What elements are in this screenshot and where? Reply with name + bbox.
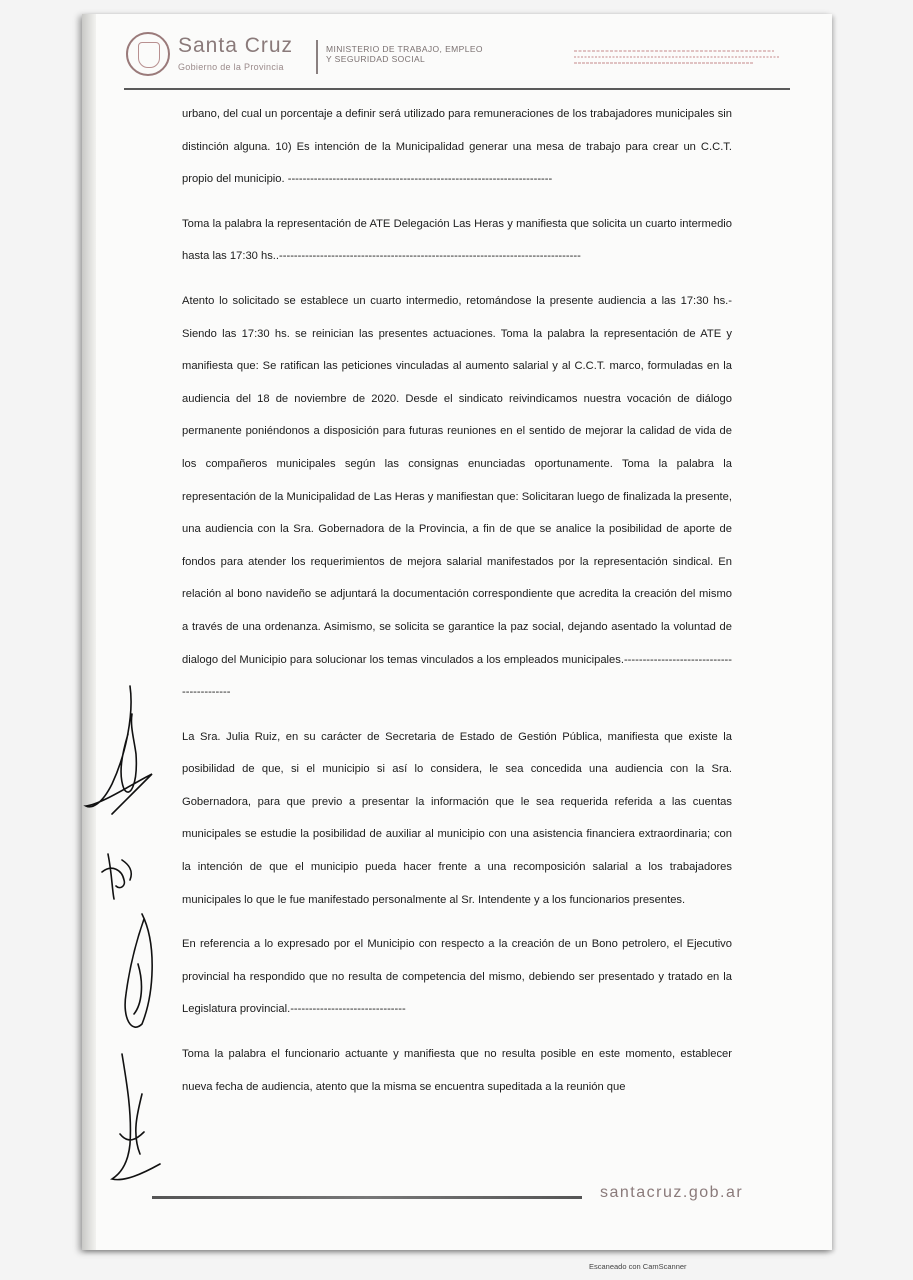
paragraph-4: La Sra. Julia Ruiz, en su carácter de Secretaria de Estado de Gestión Pública, manifiesta que existe la posibilidad de que, si el municipio si así lo considera, le sea concedida una audiencia con la Sra. Gobernadora, para que previo a presentar la información que le sea requerida referida a las cuentas municipales se estudie la posibilidad de auxiliar al municipio con una asistencia financiera extraordinaria; con la intención de que el municipio pueda hacer frente a una recomposición salarial a los trabajadores municipales lo que le fue manifestado personalmente al Sr. Intendente y a los funcionarios presentes. — [182, 730, 732, 906]
footer-rule — [152, 1196, 582, 1199]
ministry-line-1: MINISTERIO DE TRABAJO, EMPLEO — [326, 44, 483, 54]
ministry-line-2: Y SEGURIDAD SOCIAL — [326, 54, 426, 64]
paragraph-5: En referencia a lo expresado por el Municipio con respecto a la creación de un Bono petrolero, el Ejecutivo provincial ha respondido que no resulta de competencia del mismo, debiendo ser presentado y tratado en la Legislatura provincial.------------------------------- — [182, 938, 732, 1016]
header-divider — [316, 40, 318, 74]
header-rule — [124, 88, 790, 90]
margin-signatures — [82, 14, 192, 1250]
signature-1 — [86, 686, 152, 814]
signature-3 — [125, 914, 152, 1027]
paragraph-6: Toma la palabra el funcionario actuante y manifiesta que no resulta posible en este momento, establecer nueva fecha de audiencia, atento que la misma se encuentra supeditada a la reunión que — [182, 1048, 732, 1093]
paragraph-2: Toma la palabra la representación de ATE Delegación Las Heras y manifiesta que solicita un cuarto intermedio hasta las 17:30 hs..--------------------------------------------------------------------------------- — [182, 217, 732, 263]
document-page — [82, 14, 832, 1250]
signature-4 — [112, 1054, 160, 1180]
footer-website: santacruz.gob.ar — [600, 1184, 744, 1201]
ministry-name — [326, 44, 483, 64]
letterhead — [126, 30, 782, 90]
document-body — [182, 98, 732, 1103]
brand-subtitle: Gobierno de la Provincia — [178, 62, 284, 72]
scanner-watermark: Escaneado con CamScanner — [589, 1262, 687, 1271]
signature-2 — [102, 854, 131, 899]
header-address-block — [574, 48, 784, 73]
address-faint-text — [574, 48, 784, 70]
brand-name: Santa Cruz — [178, 34, 294, 57]
paragraph-1: urbano, del cual un porcentaje a definir será utilizado para remuneraciones de los trabajadores municipales sin distinción alguna. 10) Es intención de la Municipalidad generar una mesa de trabajo para crear un C.C.T. propio del municipio. ----------------------------------------------------------------------- — [182, 108, 732, 186]
paragraph-3: Atento lo solicitado se establece un cuarto intermedio, retomándose la presente audiencia a las 17:30 hs.- Siendo las 17:30 hs. se reinician las presentes actuaciones. Toma la palabra la representación de ATE y manifiesta que: Se ratifican las peticiones vinculadas al aumento salarial y al C.C.T. marco, formuladas en la audiencia del 18 de noviembre de 2020. Desde el sindicato reivindicamos nuestra vocación de diálogo permanente poniéndonos a disposición para futuras reuniones en el sentido de mejorar la calidad de vida de los compañeros municipales según las consignas enunciadas oportunamente. Toma la palabra la representación de la Municipalidad de Las Heras y manifiestan que: Solicitaran luego de finalizada la presente, una audiencia con la Sra. Gobernadora de la Provincia, a fin de que se analice la posibilidad de aporte de fondos para atender los requerimientos de mejora salarial manifestados por la representación sindical. En relación al bono navideño se adjuntará la documentación correspondiente que acredita la creación del mismo a través de una ordenanza. Asimismo, se solicita se garantice la paz social, dejando asentado la voluntad de dialogo del Municipio para solucionar los temas vinculados a los empleados municipales.------------------------------------------ — [182, 294, 732, 699]
